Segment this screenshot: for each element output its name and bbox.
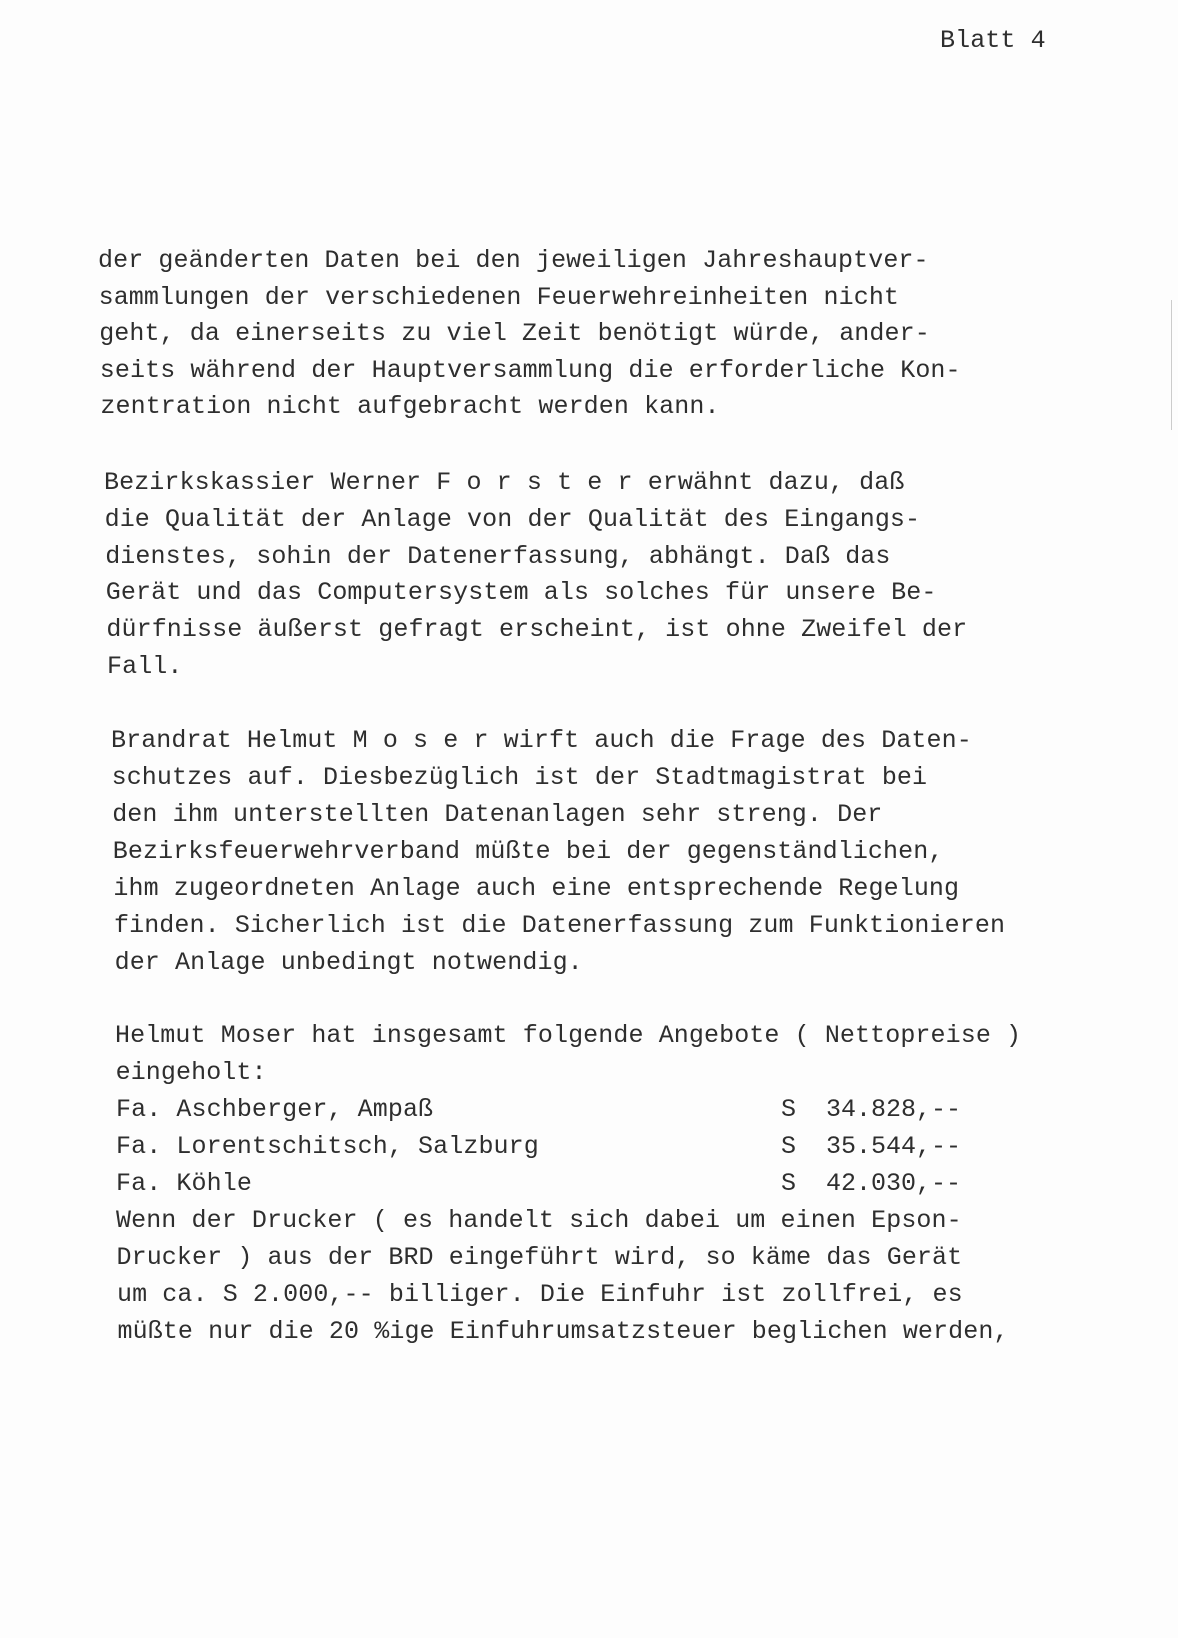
paragraph-3-line: ihm zugeordneten Anlage auch eine entsprechende Regelung: [113, 874, 960, 903]
offer-company: Fa. Aschberger, Ampaß: [116, 1095, 434, 1124]
paragraph-4-line: eingeholt:: [115, 1058, 267, 1087]
offer-price: S 34.828,--: [781, 1095, 962, 1124]
paragraph-1-line: sammlungen der verschiedenen Feuerwehreinheiten nicht: [98, 282, 900, 312]
paragraph-3-line: Bezirksfeuerwehrverband müßte bei der gegenständlichen,: [112, 837, 944, 866]
closing-paragraph-line: um ca. S 2.000,-- billiger. Die Einfuhr ist zollfrei, es: [117, 1280, 963, 1309]
page-number: Blatt 4: [940, 26, 1046, 55]
paragraph-2-line: Gerät und das Computersystem als solches für unsere Be-: [105, 578, 937, 608]
offer-company: Fa. Lorentschitsch, Salzburg: [116, 1132, 539, 1161]
offer-price: S 35.544,--: [781, 1132, 962, 1161]
closing-paragraph-line: Wenn der Drucker ( es handelt sich dabei um einen Epson-: [116, 1206, 962, 1235]
paragraph-2-line: Bezirkskassier Werner F o r s t e r erwähnt dazu, daß: [104, 468, 905, 497]
paragraph-4-line: Helmut Moser hat insgesamt folgende Angebote ( Nettopreise ): [115, 1021, 1022, 1050]
paragraph-2-line: dürfnisse äußerst gefragt erscheint, ist ohne Zweifel der: [106, 615, 968, 645]
paragraph-1-line: zentration nicht aufgebracht werden kann.: [100, 392, 720, 422]
paragraph-3-line: Brandrat Helmut M o s e r wirft auch die Frage des Daten-: [111, 726, 972, 755]
paragraph-3-line: der Anlage unbedingt notwendig.: [114, 948, 583, 977]
paragraph-2-line: Fall.: [107, 652, 183, 681]
offer-company: Fa. Köhle: [116, 1169, 252, 1198]
paragraph-3-line: finden. Sicherlich ist die Datenerfassung zum Funktionieren: [114, 911, 1006, 940]
closing-paragraph-line: müßte nur die 20 %ige Einfuhrumsatzsteuer beglichen werden,: [117, 1317, 1009, 1346]
paragraph-2-line: die Qualität der Anlage von der Qualität des Eingangs-: [104, 504, 921, 534]
paragraph-3-line: den ihm unterstellten Datenanlagen sehr streng. Der: [112, 800, 883, 829]
paragraph-1-line: seits während der Hauptversammlung die erforderliche Kon-: [99, 355, 961, 385]
offer-price: S 42.030,--: [781, 1169, 962, 1198]
scan-edge-mark: [1171, 300, 1172, 430]
paragraph-1-line: der geänderten Daten bei den jeweiligen Jahreshauptver-: [98, 246, 929, 275]
paragraph-1-line: geht, da einerseits zu viel Zeit benötigt würde, ander-: [99, 319, 930, 349]
closing-paragraph-line: Drucker ) aus der BRD eingeführt wird, so käme das Gerät: [116, 1243, 963, 1272]
paragraph-3-line: schutzes auf. Diesbezüglich ist der Stadtmagistrat bei: [111, 763, 928, 792]
paragraph-2-line: dienstes, sohin der Datenerfassung, abhängt. Daß das: [105, 541, 891, 571]
